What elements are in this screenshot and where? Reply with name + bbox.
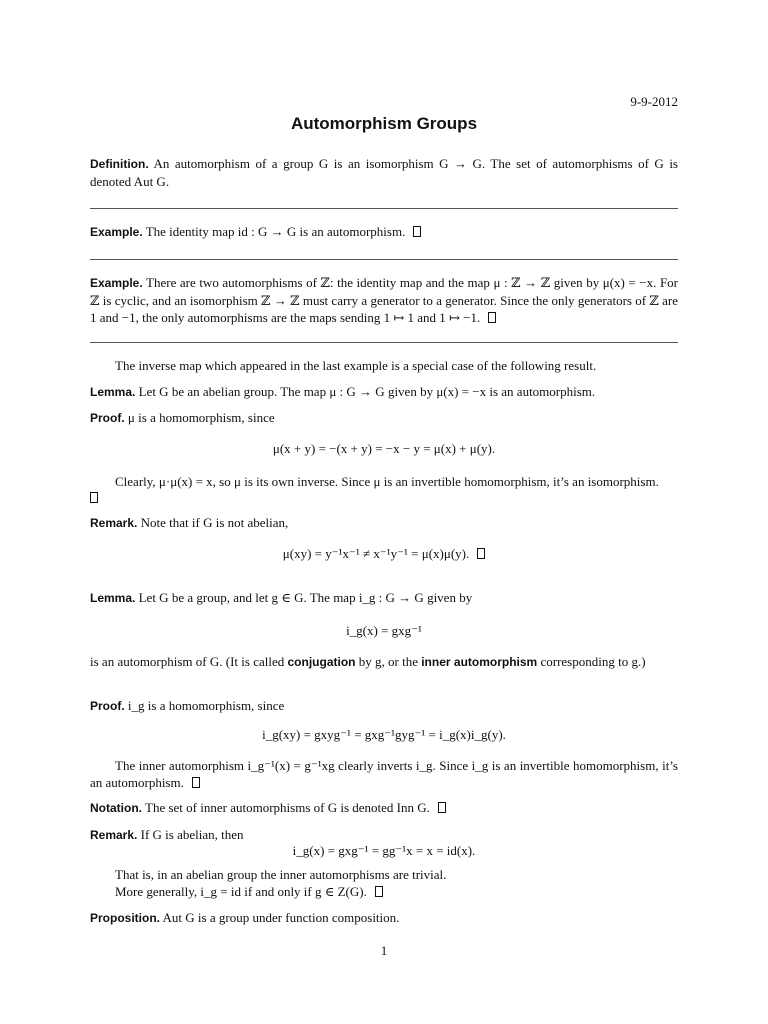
- qed-box-icon: [413, 226, 421, 237]
- equation: μ(x + y) = −(x + y) = −x − y = μ(x) + μ(y).: [272, 441, 496, 456]
- page-number: 1: [380, 943, 388, 958]
- intro-paragraph: The inverse map which appeared in the last example is a special case of the following result.: [115, 358, 597, 373]
- date: 9-9-2012: [630, 94, 678, 109]
- proof-block: [90, 409, 678, 427]
- proposition-label: Proposition.: [90, 911, 160, 925]
- qed-box-icon: [90, 492, 98, 503]
- example-text: There are two automorphisms of ℤ: the identity map and the map μ : ℤ → ℤ given by μ(x) = −x. For ℤ is cyclic, and an isomorphism ℤ → ℤ must carry a generator to a generator. Since the only generators of ℤ are 1 and −1, the only automorphisms are the maps sending 1 ↦ 1 and 1 ↦ −1.: [90, 275, 678, 325]
- qed-box-icon: [375, 886, 383, 897]
- proof-text: i_g is a homomorphism, since: [127, 698, 285, 713]
- equation: i_g(xy) = gxyg⁻¹ = gxg⁻¹gyg⁻¹ = i_g(x)i_g(y).: [262, 727, 506, 742]
- divider: [90, 342, 678, 343]
- notation-label: Notation.: [90, 801, 142, 815]
- text-segment: The inner automorphism i_g⁻¹(x) = g⁻¹xg clearly inverts i_g. Since i_g is an invertible homomorphism, it’s an automorphism.: [90, 758, 678, 790]
- proof-text: μ is a homomorphism, since: [127, 410, 275, 425]
- proof-label: Proof.: [90, 699, 125, 713]
- text-segment: by g, or the: [355, 654, 422, 669]
- notation-block: [90, 799, 678, 817]
- proposition-block: [90, 909, 678, 927]
- remark-label: Remark.: [90, 516, 138, 530]
- lemma-follow-text: [90, 653, 678, 671]
- remark-text: Note that if G is not abelian,: [140, 515, 289, 530]
- text-segment: corresponding to g.): [537, 654, 646, 669]
- qed-box-icon: [438, 802, 446, 813]
- qed-box-icon: [477, 548, 485, 559]
- equation: i_g(x) = gxg⁻¹: [346, 623, 422, 638]
- lemma-text: Let G be an abelian group. The map μ : G → G given by μ(x) = −x is an automorphism.: [138, 384, 596, 399]
- lemma-label: Lemma.: [90, 385, 136, 399]
- proof-follow-text: [90, 757, 678, 791]
- example-text: The identity map id : G → G is an automorphism.: [145, 224, 406, 239]
- example-label: Example.: [90, 276, 143, 290]
- equation: i_g(x) = gxg⁻¹ = gg⁻¹x = x = id(x).: [292, 843, 476, 858]
- proof-label: Proof.: [90, 411, 125, 425]
- equation: μ(xy) = y⁻¹x⁻¹ ≠ x⁻¹y⁻¹ = μ(x)μ(y).: [282, 546, 470, 561]
- example-integers-block: [90, 274, 678, 326]
- definition-block: [90, 155, 678, 190]
- term-conjugation: conjugation: [287, 655, 356, 669]
- remark-label: Remark.: [90, 828, 138, 842]
- example-label: Example.: [90, 225, 143, 239]
- divider: [90, 259, 678, 260]
- text-segment: is an automorphism of G. (It is called: [90, 654, 288, 669]
- qed-box-icon: [192, 777, 200, 788]
- equation-row: [90, 545, 678, 562]
- lemma-block: [90, 589, 678, 607]
- example-identity-block: [90, 223, 678, 241]
- proof-follow-text: Clearly, μ·μ(x) = x, so μ is its own inverse. Since μ is an invertible homomorphism, it’s an isomorphism.: [115, 474, 659, 489]
- definition-label: Definition.: [90, 157, 149, 171]
- remark-line-row: [115, 883, 678, 900]
- page-title: Automorphism Groups: [290, 114, 478, 133]
- term-inner-automorphism: inner automorphism: [421, 655, 538, 669]
- divider: [90, 208, 678, 209]
- remark-block: [90, 514, 678, 532]
- remark-text: If G is abelian, then: [140, 827, 244, 842]
- proposition-text: Aut G is a group under function composition.: [162, 910, 400, 925]
- proof-block: [90, 697, 678, 715]
- lemma-text: Let G be a group, and let g ∈ G. The map i_g : G → G given by: [138, 590, 473, 605]
- notation-text: The set of inner automorphisms of G is denoted Inn G.: [145, 800, 430, 815]
- definition-text: An automorphism of a group G is an isomorphism G → G. The set of automorphisms of G is denoted Aut G.: [90, 156, 678, 189]
- lemma-block: [90, 383, 678, 401]
- remark-line: More generally, i_g = id if and only if g ∈ Z(G).: [115, 884, 367, 899]
- qed-box-icon: [488, 312, 496, 323]
- remark-line: That is, in an abelian group the inner automorphisms are trivial.: [115, 867, 447, 882]
- lemma-label: Lemma.: [90, 591, 136, 605]
